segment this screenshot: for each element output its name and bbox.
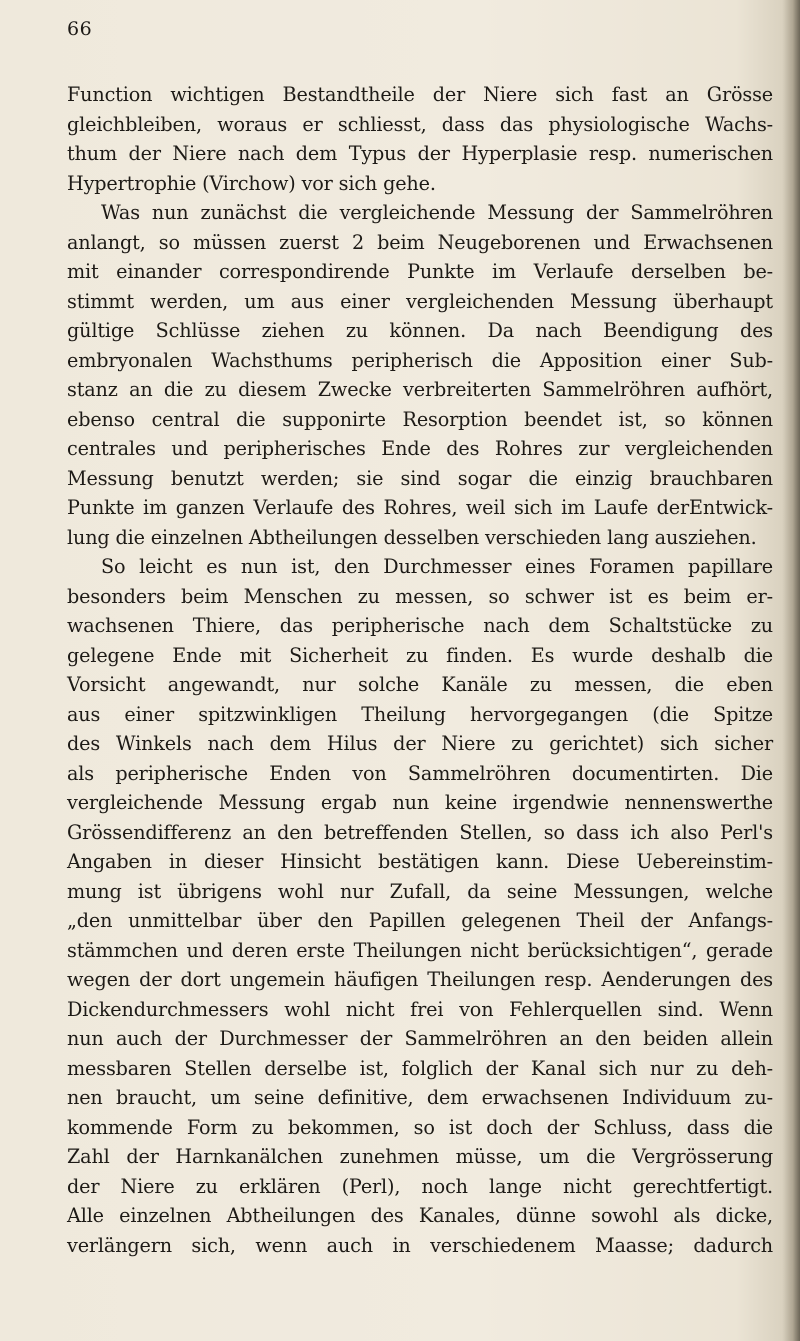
text-line: Hypertrophie (Virchow) vor sich gehe. <box>67 171 436 195</box>
text-line: des Winkels nach dem Hilus der Niere zu gerichtet) sich sicher <box>67 732 773 755</box>
text-line: vergleichende Messung ergab nun keine irgendwie nennenswerthe <box>67 791 773 814</box>
text-line: So leicht es nun ist, den Durchmesser eines Foramen papillare <box>101 555 773 578</box>
body-text <box>67 80 773 1260</box>
text-line: wachsenen Thiere, das peripherische nach dem Schaltstücke zu <box>67 614 773 637</box>
text-line: Zahl der Harnkanälchen zunehmen müsse, um die Vergrösserung <box>67 1145 773 1168</box>
text-line: Punkte im ganzen Verlaufe des Rohres, weil sich im Laufe derEntwick- <box>67 496 773 519</box>
page-number: 66 <box>67 18 93 40</box>
text-line: Was nun zunächst die vergleichende Messung der Sammelröhren <box>101 201 773 224</box>
text-line: stanz an die zu diesem Zwecke verbreiterten Sammelröhren aufhört, <box>67 378 773 401</box>
text-line: Grössendifferenz an den betreffenden Stellen, so dass ich also Perl's <box>67 820 773 844</box>
text-line: wegen der dort ungemein häufigen Theilungen resp. Aenderungen des <box>67 968 773 991</box>
text-line: kommende Form zu bekommen, so ist doch der Schluss, dass die <box>67 1115 773 1139</box>
text-line: nun auch der Durchmesser der Sammelröhren an den beiden allein <box>67 1027 773 1050</box>
text-line: Function wichtigen Bestandtheile der Niere sich fast an Grösse <box>67 83 773 106</box>
text-line: embryonalen Wachsthums peripherisch die Apposition einer Sub- <box>67 348 773 372</box>
text-line: Vorsicht angewandt, nur solche Kanäle zu messen, die eben <box>67 673 773 696</box>
text-line: anlangt, so müssen zuerst 2 beim Neugeborenen und Erwachsenen <box>67 230 773 254</box>
text-line: lung die einzelnen Abtheilungen desselben verschieden lang ausziehen. <box>67 525 757 549</box>
text-line: besonders beim Menschen zu messen, so schwer ist es beim er- <box>67 584 773 608</box>
text-line: centrales und peripherisches Ende des Rohres zur vergleichenden <box>67 437 773 460</box>
text-line: der Niere zu erklären (Perl), noch lange nicht gerechtfertigt. <box>67 1174 773 1198</box>
text-line: mit einander correspondirende Punkte im Verlaufe derselben be- <box>67 260 773 283</box>
text-line: thum der Niere nach dem Typus der Hyperplasie resp. numerischen <box>67 142 773 165</box>
text-line: messbaren Stellen derselbe ist, folglich der Kanal sich nur zu deh- <box>67 1056 773 1080</box>
text-line: gleichbleiben, woraus er schliesst, dass das physiologische Wachs- <box>67 112 773 136</box>
text-line: nen braucht, um seine definitive, dem erwachsenen Individuum zu- <box>67 1086 773 1109</box>
text-line: verlängern sich, wenn auch in verschiedenem Maasse; dadurch <box>67 1233 773 1257</box>
text-line: Dickendurchmessers wohl nicht frei von Fehlerquellen sind. Wenn <box>67 997 773 1021</box>
text-line: „den unmittelbar über den Papillen gelegenen Theil der Anfangs- <box>67 909 773 932</box>
text-line: gültige Schlüsse ziehen zu können. Da nach Beendigung des <box>67 319 773 342</box>
text-line: Angaben in dieser Hinsicht bestätigen kann. Diese Uebereinstim- <box>67 850 773 873</box>
text-line: Alle einzelnen Abtheilungen des Kanales, dünne sowohl als dicke, <box>67 1204 773 1227</box>
text-line: stimmt werden, um aus einer vergleichenden Messung überhaupt <box>67 289 773 313</box>
text-line: aus einer spitzwinkligen Theilung hervorgegangen (die Spitze <box>67 702 773 726</box>
text-line: Messung benutzt werden; sie sind sogar die einzig brauchbaren <box>67 466 773 490</box>
text-line: als peripherische Enden von Sammelröhren documentirten. Die <box>67 761 773 785</box>
text-line: gelegene Ende mit Sicherheit zu finden. Es wurde deshalb die <box>67 643 773 667</box>
text-line: mung ist übrigens wohl nur Zufall, da seine Messungen, welche <box>67 879 773 903</box>
text-line: stämmchen und deren erste Theilungen nicht berücksichtigen“, gerade <box>67 938 773 962</box>
page-edge-shadow <box>782 0 800 1341</box>
text-line: ebenso central die supponirte Resorption beendet ist, so können <box>67 407 773 431</box>
